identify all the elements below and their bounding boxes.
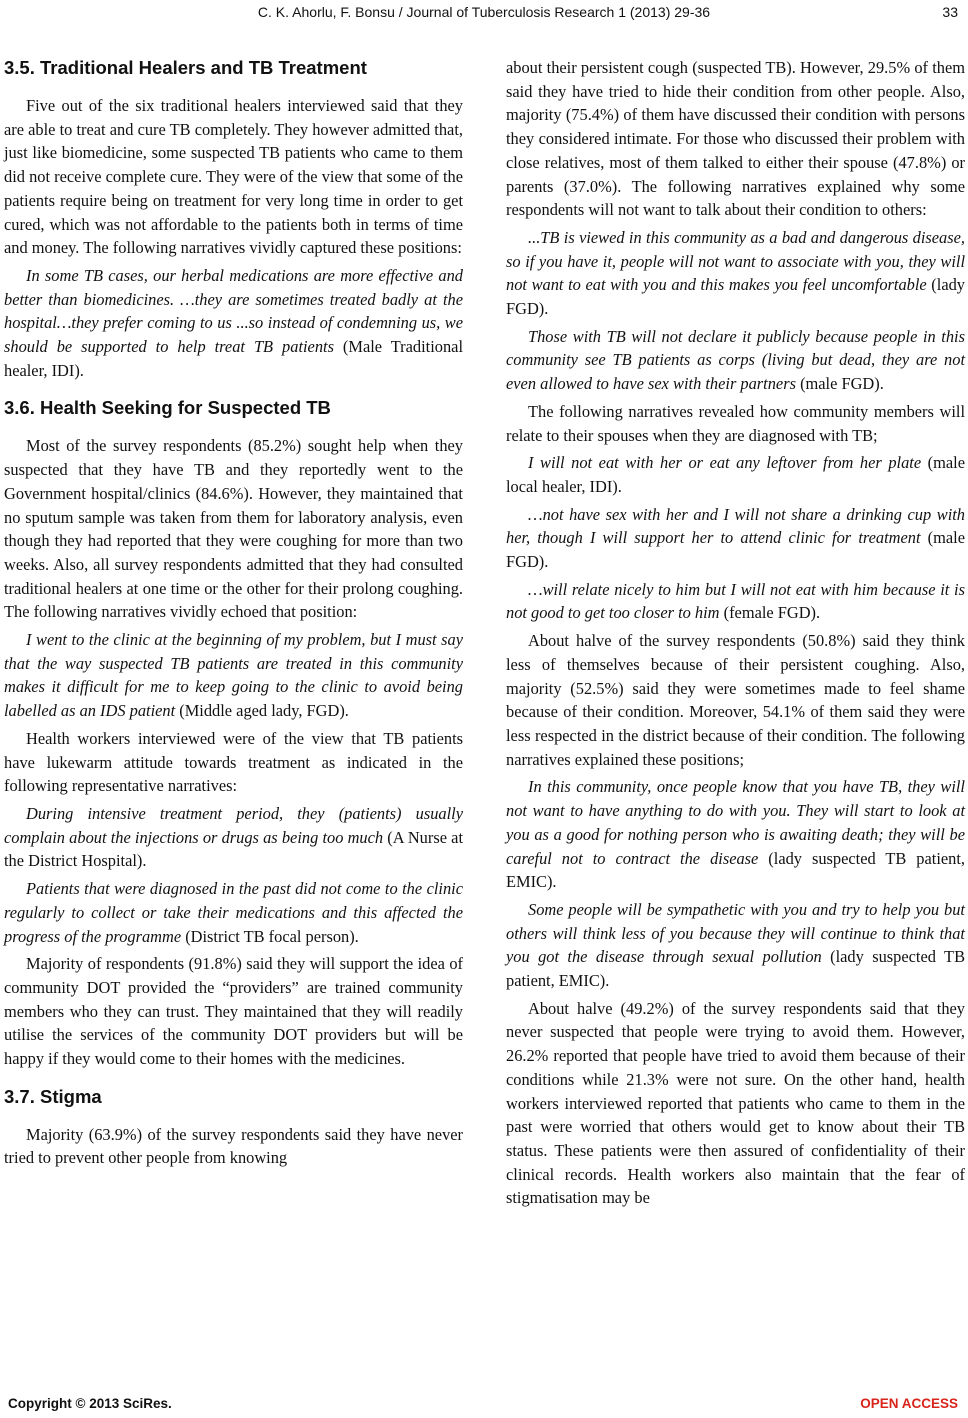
section-heading-3-7: 3.7. Stigma [4, 1085, 102, 1107]
quote-text: …not have sex with her and I will not share a drinking cup with her, though I will support her to attend clinic for treatment [506, 504, 965, 548]
section-heading-3-6: 3.6. Health Seeking for Suspected TB [4, 397, 331, 419]
paragraph: Majority of respondents (91.8%) said they will support the idea of community DOT provided the “providers” are trained community members who they can trust. They maintained that they will readily utilise the services of the community DOT providers but will be happy if they would come to their homes with the medicines. [4, 954, 463, 1069]
quote-text: ...TB is viewed in this community as a bad and dangerous disease, so if you have it, people will not want to associate with you, they will not want to eat with you and this makes you feel uncomfortable [506, 227, 965, 295]
quote-text: In some TB cases, our herbal medications are more effective and better than biomedicines. …they are sometimes treated badly at the hospital…they prefer coming to us ...so instead of condemning us, we should be supported to help treat TB patients [4, 265, 463, 357]
quote-text: During intensive treatment period, they (patients) usually complain about the injections or drugs as being too much [4, 803, 463, 847]
running-title: C. K. Ahorlu, F. Bonsu / Journal of Tuberculosis Research 1 (2013) 29-36 [257, 4, 711, 20]
quote-paragraph [4, 628, 463, 723]
quote-source: (male FGD). [795, 374, 884, 394]
quote-source: (lady suspected TB patient, EMIC). [506, 848, 966, 892]
quote-paragraph [506, 578, 965, 625]
paragraph: Most of the survey respondents (85.2%) sought help when they suspected that they have TB and they reportedly went to the Government hospital/clinics (84.6%). However, they maintained that no sputum sample was taken from them for laboratory analysis, even though they had reported that they were coughing for more than two weeks. Also, all survey respondents admitted that they had consulted traditional healers at one time or the other for their prolong coughing. The following narratives vividly echoed that position: [4, 436, 463, 622]
quote-source: (lady suspected TB patient, EMIC). [506, 947, 965, 991]
page-number: 33 [942, 4, 958, 20]
quote-paragraph [506, 898, 965, 993]
quote-source: (District TB focal person). [181, 926, 359, 946]
running-header [0, 4, 968, 24]
paragraph: About halve of the survey respondents (50.8%) said they think less of themselves because of their persistent coughing. Also, majority (52.5%) said they were sometimes made to feel shame because of their condition. Moreover, 54.1% of them said they were less respected in the district because of their condition. The following narratives explained these positions; [506, 631, 965, 769]
quote-text: I went to the clinic at the beginning of my problem, but I must say that the way suspected TB patients are treated in this community makes it difficult for me to keep going to the clinic to avoid being labelled as an IDS patient [4, 630, 463, 721]
quote-text: Patients that were diagnosed in the past did not come to the clinic regularly to collect or take their medications and this affected the progress of the programme [4, 879, 463, 946]
paragraph: The following narratives revealed how community members will relate to their spouses when they are diagnosed with TB; [506, 401, 965, 445]
quote-paragraph [506, 226, 965, 321]
quote-paragraph [4, 877, 463, 948]
copyright-notice: Copyright © 2013 SciRes. [8, 1396, 172, 1411]
quote-source: (lady FGD). [506, 275, 965, 319]
quote-source: (A Nurse at the District Hospital). [4, 827, 464, 871]
section-heading-3-5: 3.5. Traditional Healers and TB Treatment [4, 57, 367, 78]
paragraph: Five out of the six traditional healers interviewed said that they are able to treat and cure TB completely. They however admitted that, just like biomedicine, some suspected TB patients who came to them did not receive complete cure. They were of the view that some of the patients require being on treatment for very long time in order to get cured, which was not affordable to the patients both in terms of time and money. The following narratives vividly captured these positions: [4, 96, 463, 258]
paragraph: About halve (49.2%) of the survey respondents said that they never suspected that people were trying to avoid them. However, 26.2% reported that people have tried to avoid them because of their conditions while 21.3% were not sure. On the other hand, health workers interviewed reported that patients who came to them in the past were worried that others would get to know about their TB status. These patients were then assured of confidentiality of their clinical records. Health workers also maintain that the fear of stigmatisation may be [506, 998, 965, 1208]
quote-text: In this community, once people know that you have TB, they will not want to have anything to do with you. They will start to look at you as a good for nothing person who is awaiting death; they will be careful not to contract the disease [506, 777, 965, 868]
quote-paragraph [4, 264, 463, 383]
quote-text: …will relate nicely to him but I will not eat with him because it is not good to get too closer to him [506, 579, 965, 623]
quote-paragraph [4, 802, 463, 873]
left-column [4, 56, 463, 1174]
quote-text: Those with TB will not declare it publicly because people in this community see TB patients as corps (living but dead, they are not even allowed to have sex with their partners [506, 326, 965, 394]
quote-source: (Middle aged lady, FGD). [175, 701, 349, 721]
quote-paragraph [506, 503, 965, 574]
quote-source: (male local healer, IDI). [506, 453, 965, 496]
paragraph: Health workers interviewed were of the view that TB patients have lukewarm attitude towards treatment as indicated in the following representative narratives: [4, 728, 463, 796]
paragraph: Majority (63.9%) of the survey respondents said they have never tried to prevent other people from knowing [4, 1124, 463, 1168]
quote-source: (Male Traditional healer, IDI). [4, 337, 463, 380]
paragraph: about their persistent cough (suspected TB). However, 29.5% of them said they have tried to hide their condition from other people. Also, majority (75.4%) of them have discussed their condition with persons they considered intimate. For those who discussed their problem with close relatives, most of them talked to either their spouse (47.8%) or parents (37.0%). The following narratives explained why some respondents will not want to talk about their condition to others: [506, 58, 965, 220]
quote-text: I will not eat with her or eat any leftover from her plate [528, 453, 922, 473]
quote-source: (male FGD). [506, 528, 965, 572]
quote-source: (female FGD). [719, 603, 821, 623]
quote-paragraph [506, 451, 965, 498]
right-column [506, 56, 965, 1214]
quote-text: Some people will be sympathetic with you and try to help you but others will think less of you because they will continue to think that you got the disease through sexual pollution [506, 899, 965, 967]
quote-paragraph [506, 775, 965, 894]
quote-paragraph [506, 325, 965, 396]
open-access-label: OPEN ACCESS [860, 1396, 958, 1411]
